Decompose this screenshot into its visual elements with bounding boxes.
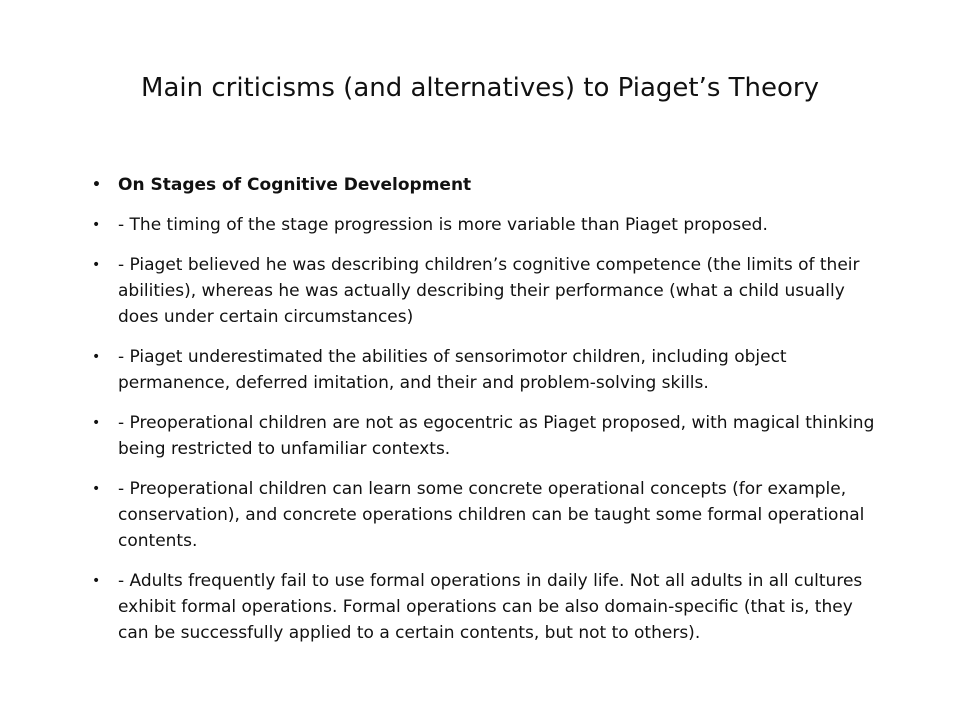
bullet-item-concrete-operational: [92, 476, 882, 554]
bullet-item-heading: [92, 172, 882, 198]
bullet-dot-icon: •: [92, 415, 101, 431]
bullet-item-formal-operations: [92, 568, 882, 646]
slide-title: Main criticisms (and alternatives) to Piaget’s Theory: [141, 73, 819, 103]
bullet-dot-icon: •: [92, 573, 101, 589]
bullet-dot-icon: •: [92, 349, 101, 365]
bullet-text: - Preoperational children can learn some concrete operational concepts (for example, conservation), and concrete operations children can be taught some formal operational contents.: [118, 479, 865, 551]
bullet-dot-icon: •: [92, 481, 101, 497]
bullet-dot-icon: •: [92, 177, 101, 193]
bullet-text: - The timing of the stage progression is more variable than Piaget proposed.: [118, 215, 768, 235]
bullet-list: [92, 172, 882, 660]
bullet-dot-icon: •: [92, 257, 101, 273]
bullet-text: - Piaget believed he was describing children’s cognitive competence (the limits of their abilities), whereas he was actually describing their performance (what a child usually does under certain circumstances): [118, 255, 860, 327]
bullet-item-competence: [92, 252, 882, 330]
bullet-text: - Adults frequently fail to use formal operations in daily life. Not all adults in all cultures exhibit formal operations. Formal operations can be also domain-specific (that is, they can be successfully applied to a certain contents, but not to others).: [118, 571, 863, 643]
bullet-dot-icon: •: [92, 217, 101, 233]
bullet-text: On Stages of Cognitive Development: [118, 175, 472, 195]
bullet-text: - Piaget underestimated the abilities of sensorimotor children, including object permanence, deferred imitation, and their and problem-solving skills.: [118, 347, 787, 393]
bullet-item-timing: [92, 212, 882, 238]
bullet-item-egocentric: [92, 410, 882, 462]
bullet-item-sensorimotor: [92, 344, 882, 396]
bullet-text: - Preoperational children are not as egocentric as Piaget proposed, with magical thinking being restricted to unfamiliar contexts.: [118, 413, 875, 459]
